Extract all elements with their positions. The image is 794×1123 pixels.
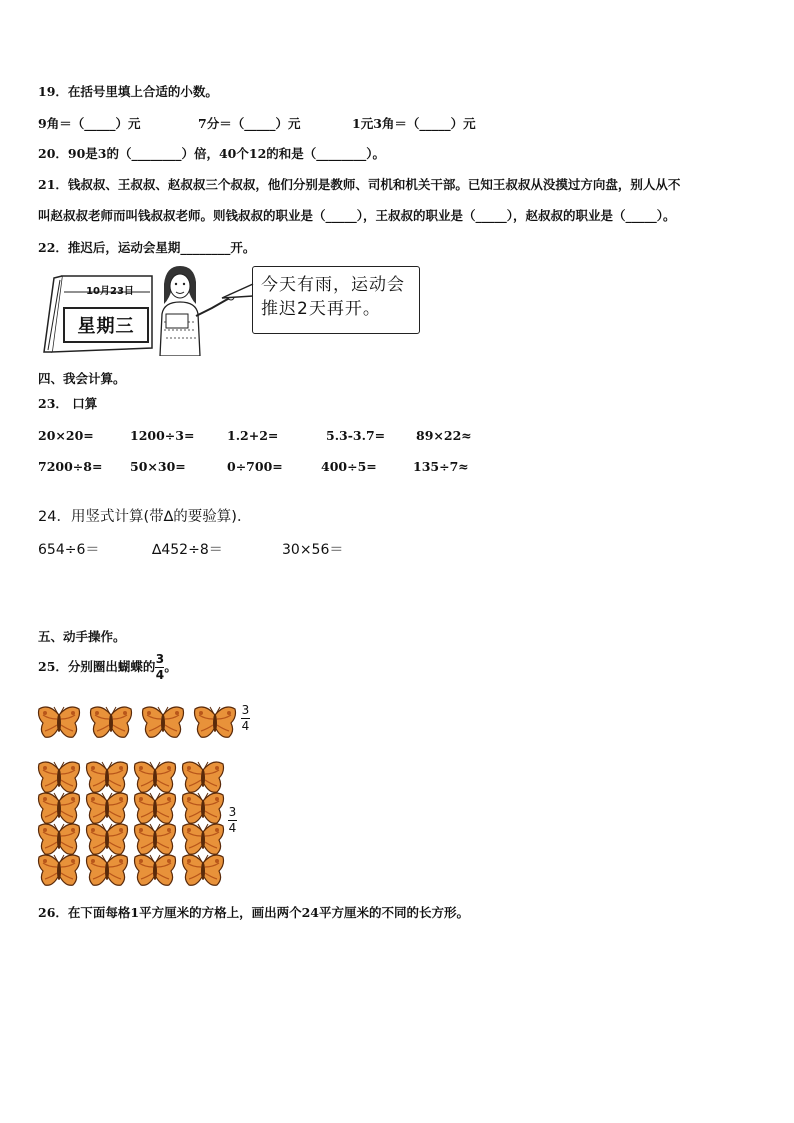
group2-fraction	[228, 806, 237, 835]
mental-calc-item: 400÷5=	[321, 459, 377, 474]
mental-calc-item: 135÷7≈	[413, 459, 469, 474]
q26-text: 26．在下面每格1平方厘米的方格上，画出两个24平方厘米的不同的长方形。	[38, 905, 469, 920]
butterfly-icon	[89, 705, 133, 741]
vertical-calc-item: ∆452÷8＝	[152, 542, 223, 558]
q21-line2: 叫赵叔叔老师而叫钱叔叔老师。则钱叔叔的职业是（_____），王叔叔的职业是（_____），赵叔叔的职业是（_____）。	[38, 208, 676, 223]
q24-title: 24．用竖式计算(带∆的要验算)．	[38, 509, 252, 525]
speech-line-1: 今天有雨，运动会	[261, 275, 405, 295]
vertical-calc-item: 654÷6＝	[38, 542, 100, 558]
butterfly-icon	[37, 853, 81, 889]
q23-title: 23． 口算	[38, 396, 98, 411]
q19-item-3: 1元3角＝（_____）元	[352, 116, 476, 131]
butterfly-icon	[141, 705, 185, 741]
butterfly-icon	[85, 853, 129, 889]
q21-line1: 21．钱叔叔、王叔叔、赵叔叔三个叔叔，他们分别是教师、司机和机关干部。已知王叔叔从没摸过方向盘，别人从不	[38, 177, 681, 192]
mental-calc-item: 1.2+2=	[227, 428, 279, 443]
speech-line-2: 推迟2天再开。	[261, 299, 381, 319]
q22-text: 22．推迟后，运动会星期________开。	[38, 240, 256, 255]
q19-item-1: 9角＝（_____）元	[38, 116, 141, 131]
mental-calc-item: 0÷700=	[227, 459, 283, 474]
q19-items	[38, 116, 476, 132]
q25-title-text: 25．分别圈出蝴蝶的	[38, 659, 156, 674]
mental-calc-item: 5.3-3.7=	[326, 428, 386, 443]
mental-calc-item: 89×22≈	[416, 428, 472, 443]
calendar-date: 10月23日	[86, 286, 134, 297]
q20-text: 20．90是3的（________）倍，40个12的和是（________）。	[38, 146, 386, 161]
group1-fraction	[241, 704, 250, 733]
calendar-weekday: 星期三	[77, 316, 135, 337]
fraction-numerator: 3	[155, 652, 165, 666]
q25-title	[38, 652, 177, 682]
fraction-denominator: 4	[155, 668, 165, 682]
mental-calc-item: 50×30=	[130, 459, 186, 474]
teacher-icon	[150, 264, 255, 356]
fraction-denominator: 4	[241, 719, 250, 733]
q19-title: 19．在括号里填上合适的小数。	[38, 84, 218, 99]
butterfly-icon	[193, 705, 237, 741]
fraction-numerator: 3	[228, 805, 237, 819]
mental-calc-item: 7200÷8=	[38, 459, 103, 474]
q24-items	[38, 542, 343, 558]
section5-title: 五、动手操作。	[38, 629, 126, 644]
q25-title-end: 。	[164, 659, 177, 674]
mental-calc-item: 1200÷3=	[130, 428, 195, 443]
butterfly-icon	[133, 853, 177, 889]
speech-bubble	[252, 266, 420, 334]
fraction-denominator: 4	[228, 821, 237, 835]
butterfly-icon	[37, 705, 81, 741]
section4-title: 四、我会计算。	[38, 371, 126, 386]
calendar-illustration	[40, 270, 155, 356]
q23-row-1	[38, 428, 472, 444]
butterfly-icon	[181, 853, 225, 889]
fraction-numerator: 3	[241, 703, 250, 717]
vertical-calc-item: 30×56＝	[282, 542, 344, 558]
q19-item-2: 7分＝（_____）元	[198, 116, 301, 131]
q23-row-2	[38, 459, 469, 475]
mental-calc-item: 20×20=	[38, 428, 94, 443]
